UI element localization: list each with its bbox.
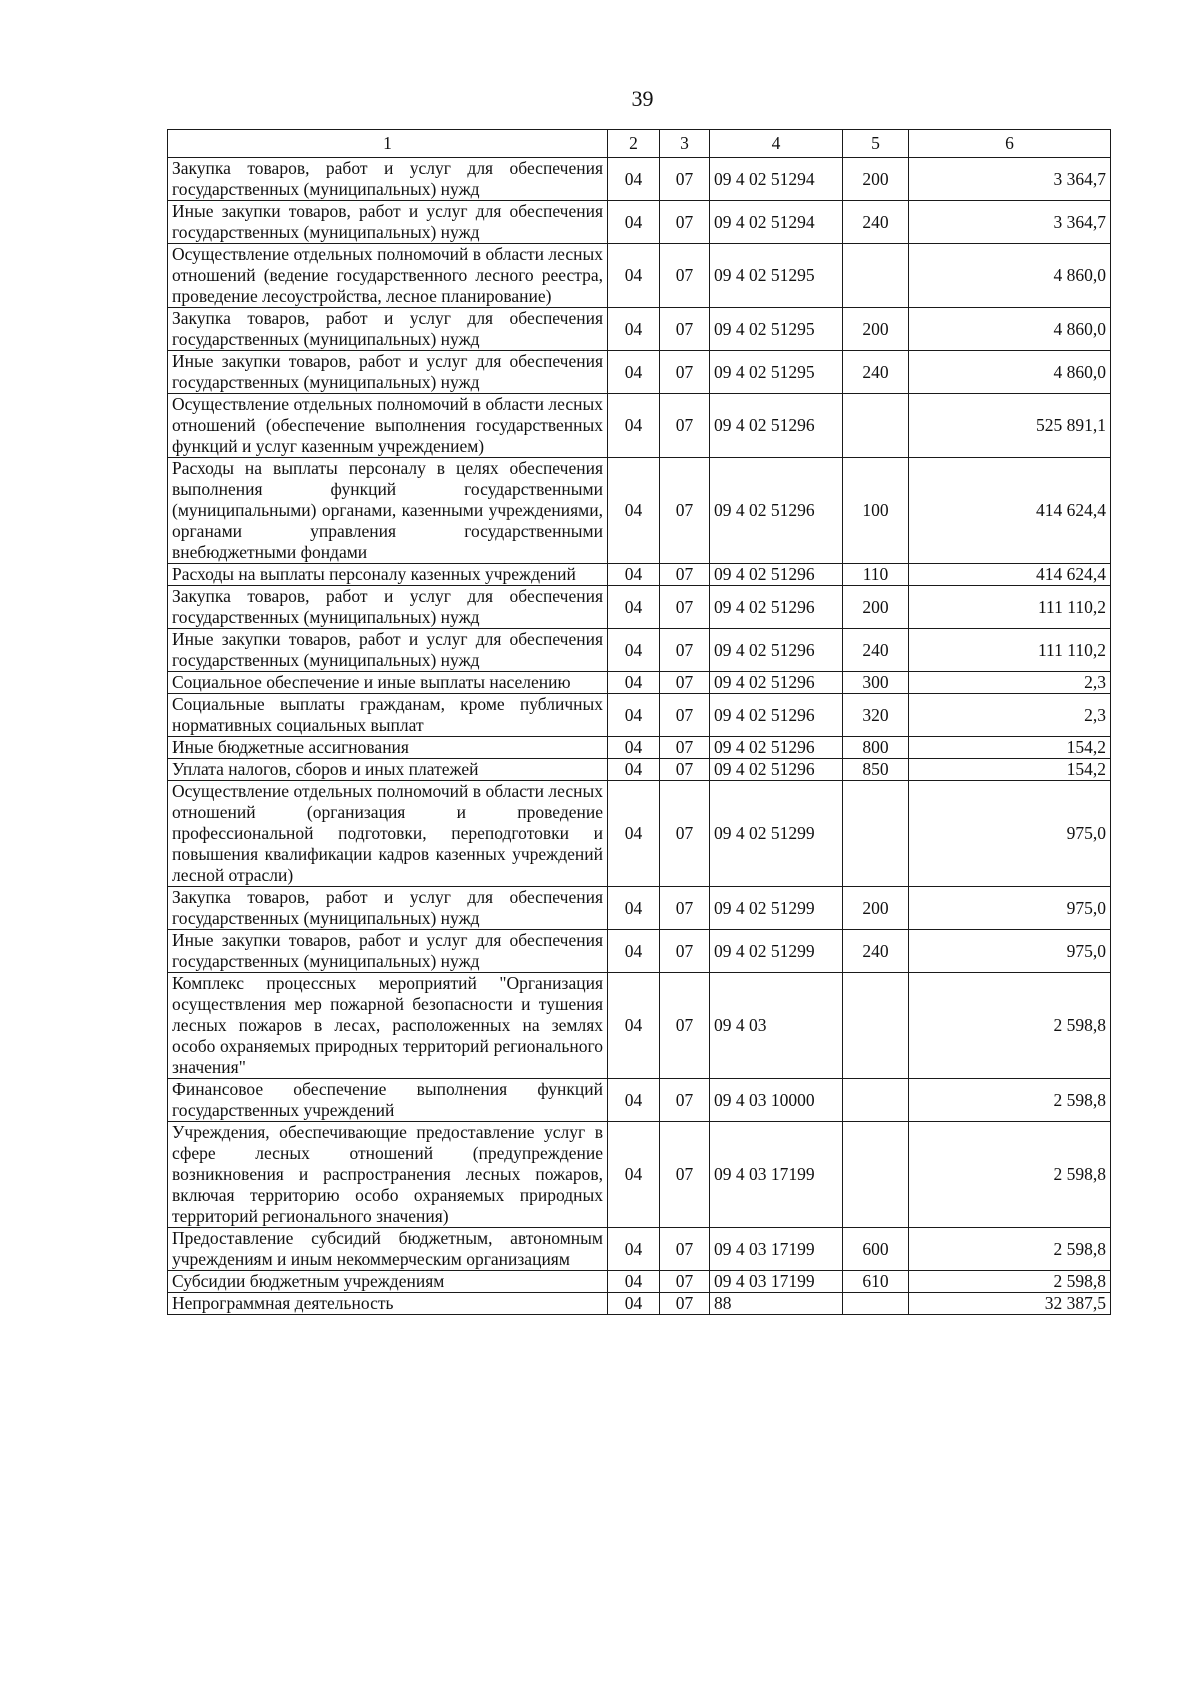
row-subsection: 07	[660, 201, 710, 244]
row-subsection: 07	[660, 887, 710, 930]
row-target-code: 09 4 02 51296	[710, 672, 843, 694]
row-subsection: 07	[660, 781, 710, 887]
table-row	[168, 308, 1111, 351]
table-row	[168, 351, 1111, 394]
row-subsection: 07	[660, 629, 710, 672]
row-amount: 2,3	[909, 694, 1111, 737]
row-target-code: 09 4 02 51295	[710, 244, 843, 308]
row-target-code: 09 4 02 51296	[710, 458, 843, 564]
column-header: 6	[909, 130, 1111, 158]
row-section: 04	[608, 201, 660, 244]
row-target-code: 09 4 03 17199	[710, 1271, 843, 1293]
row-expense-type: 600	[843, 1228, 909, 1271]
row-name: Непрограммная деятельность	[168, 1293, 608, 1315]
row-section: 04	[608, 1228, 660, 1271]
row-amount: 3 364,7	[909, 201, 1111, 244]
table-body	[168, 158, 1111, 1315]
row-target-code: 09 4 02 51296	[710, 564, 843, 586]
row-subsection: 07	[660, 694, 710, 737]
row-target-code: 88	[710, 1293, 843, 1315]
row-name: Иные закупки товаров, работ и услуг для обеспечения государственных (муниципальных) нужд	[168, 351, 608, 394]
row-name: Закупка товаров, работ и услуг для обеспечения государственных (муниципальных) нужд	[168, 308, 608, 351]
row-amount: 4 860,0	[909, 244, 1111, 308]
row-expense-type	[843, 244, 909, 308]
table-row	[168, 458, 1111, 564]
table-row	[168, 629, 1111, 672]
row-name: Иные закупки товаров, работ и услуг для обеспечения государственных (муниципальных) нужд	[168, 201, 608, 244]
row-expense-type: 200	[843, 586, 909, 629]
row-name: Расходы на выплаты персоналу в целях обеспечения выполнения функций государственными (муниципальными) органами, казенными учреждениями, органами управления государственными внебюджетными фондами	[168, 458, 608, 564]
row-subsection: 07	[660, 737, 710, 759]
row-name: Учреждения, обеспечивающие предоставление услуг в сфере лесных отношений (предупреждение возникновения и распространения лесных пожаров, включая территорию особо охраняемых природных территорий регионального значения)	[168, 1122, 608, 1228]
row-subsection: 07	[660, 351, 710, 394]
row-target-code: 09 4 02 51295	[710, 308, 843, 351]
row-subsection: 07	[660, 1079, 710, 1122]
row-section: 04	[608, 244, 660, 308]
page-number: 39	[631, 86, 654, 111]
row-expense-type: 240	[843, 351, 909, 394]
row-section: 04	[608, 394, 660, 458]
row-expense-type: 110	[843, 564, 909, 586]
row-target-code: 09 4 02 51299	[710, 887, 843, 930]
table-row	[168, 201, 1111, 244]
row-name: Финансовое обеспечение выполнения функций государственных учреждений	[168, 1079, 608, 1122]
table-row	[168, 973, 1111, 1079]
table-row	[168, 244, 1111, 308]
row-section: 04	[608, 308, 660, 351]
row-expense-type: 300	[843, 672, 909, 694]
row-section: 04	[608, 1293, 660, 1315]
row-amount: 2 598,8	[909, 1122, 1111, 1228]
row-target-code: 09 4 02 51296	[710, 629, 843, 672]
row-name: Иные бюджетные ассигнования	[168, 737, 608, 759]
column-header: 5	[843, 130, 909, 158]
row-name: Социальные выплаты гражданам, кроме публичных нормативных социальных выплат	[168, 694, 608, 737]
table-row	[168, 930, 1111, 973]
row-target-code: 09 4 03 17199	[710, 1228, 843, 1271]
column-header: 1	[168, 130, 608, 158]
row-section: 04	[608, 973, 660, 1079]
table-row	[168, 887, 1111, 930]
row-section: 04	[608, 930, 660, 973]
row-section: 04	[608, 158, 660, 201]
row-section: 04	[608, 1271, 660, 1293]
row-target-code: 09 4 02 51296	[710, 694, 843, 737]
row-amount: 2 598,8	[909, 973, 1111, 1079]
row-subsection: 07	[660, 672, 710, 694]
row-subsection: 07	[660, 158, 710, 201]
row-target-code: 09 4 02 51296	[710, 586, 843, 629]
table-row	[168, 564, 1111, 586]
row-expense-type	[843, 394, 909, 458]
row-name: Социальное обеспечение и иные выплаты населению	[168, 672, 608, 694]
row-subsection: 07	[660, 394, 710, 458]
row-subsection: 07	[660, 973, 710, 1079]
row-target-code: 09 4 03 10000	[710, 1079, 843, 1122]
row-amount: 975,0	[909, 887, 1111, 930]
table-row	[168, 1271, 1111, 1293]
row-subsection: 07	[660, 244, 710, 308]
row-amount: 2 598,8	[909, 1271, 1111, 1293]
row-target-code: 09 4 02 51296	[710, 737, 843, 759]
column-header: 2	[608, 130, 660, 158]
row-section: 04	[608, 781, 660, 887]
row-section: 04	[608, 586, 660, 629]
row-amount: 2 598,8	[909, 1079, 1111, 1122]
row-expense-type: 200	[843, 158, 909, 201]
row-expense-type	[843, 1122, 909, 1228]
row-expense-type	[843, 1079, 909, 1122]
row-subsection: 07	[660, 564, 710, 586]
row-section: 04	[608, 458, 660, 564]
row-name: Иные закупки товаров, работ и услуг для обеспечения государственных (муниципальных) нужд	[168, 629, 608, 672]
row-expense-type: 240	[843, 201, 909, 244]
row-name: Осуществление отдельных полномочий в области лесных отношений (организация и проведение профессиональной подготовки, переподготовки и повышения квалификации кадров казенных учреждений лесной отрасли)	[168, 781, 608, 887]
row-amount: 975,0	[909, 930, 1111, 973]
row-name: Расходы на выплаты персоналу казенных учреждений	[168, 564, 608, 586]
row-section: 04	[608, 759, 660, 781]
row-name: Комплекс процессных мероприятий "Организация осуществления мер пожарной безопасности и тушения лесных пожаров в лесах, расположенных на землях особо охраняемых природных территорий регионального значения"	[168, 973, 608, 1079]
row-expense-type	[843, 1293, 909, 1315]
row-section: 04	[608, 1122, 660, 1228]
row-expense-type: 610	[843, 1271, 909, 1293]
table-row	[168, 737, 1111, 759]
row-name: Предоставление субсидий бюджетным, автономным учреждениям и иным некоммерческим организациям	[168, 1228, 608, 1271]
row-subsection: 07	[660, 1293, 710, 1315]
table-row	[168, 394, 1111, 458]
table-row	[168, 759, 1111, 781]
row-name: Закупка товаров, работ и услуг для обеспечения государственных (муниципальных) нужд	[168, 887, 608, 930]
row-expense-type: 800	[843, 737, 909, 759]
row-amount: 111 110,2	[909, 629, 1111, 672]
row-target-code: 09 4 03 17199	[710, 1122, 843, 1228]
row-subsection: 07	[660, 586, 710, 629]
column-header: 4	[710, 130, 843, 158]
row-target-code: 09 4 03	[710, 973, 843, 1079]
row-subsection: 07	[660, 1122, 710, 1228]
row-name: Субсидии бюджетным учреждениям	[168, 1271, 608, 1293]
table-row	[168, 781, 1111, 887]
row-section: 04	[608, 694, 660, 737]
row-section: 04	[608, 1079, 660, 1122]
row-target-code: 09 4 02 51299	[710, 930, 843, 973]
row-name: Закупка товаров, работ и услуг для обеспечения государственных (муниципальных) нужд	[168, 158, 608, 201]
row-name: Осуществление отдельных полномочий в области лесных отношений (ведение государственного лесного реестра, проведение лесоустройства, лесное планирование)	[168, 244, 608, 308]
row-name: Уплата налогов, сборов и иных платежей	[168, 759, 608, 781]
row-amount: 154,2	[909, 759, 1111, 781]
table-row	[168, 586, 1111, 629]
row-amount: 4 860,0	[909, 308, 1111, 351]
table-row	[168, 672, 1111, 694]
row-subsection: 07	[660, 1271, 710, 1293]
row-subsection: 07	[660, 458, 710, 564]
row-expense-type	[843, 973, 909, 1079]
row-section: 04	[608, 887, 660, 930]
row-amount: 32 387,5	[909, 1293, 1111, 1315]
row-amount: 975,0	[909, 781, 1111, 887]
row-amount: 3 364,7	[909, 158, 1111, 201]
column-header: 3	[660, 130, 710, 158]
row-subsection: 07	[660, 930, 710, 973]
row-section: 04	[608, 737, 660, 759]
row-name: Осуществление отдельных полномочий в области лесных отношений (обеспечение выполнения государственных функций и услуг казенным учреждением)	[168, 394, 608, 458]
table-row	[168, 1079, 1111, 1122]
row-section: 04	[608, 672, 660, 694]
row-amount: 414 624,4	[909, 458, 1111, 564]
row-subsection: 07	[660, 308, 710, 351]
row-expense-type: 320	[843, 694, 909, 737]
row-expense-type	[843, 781, 909, 887]
row-expense-type: 240	[843, 629, 909, 672]
row-amount: 154,2	[909, 737, 1111, 759]
row-subsection: 07	[660, 1228, 710, 1271]
table-row	[168, 158, 1111, 201]
table-header-row	[168, 130, 1111, 158]
table-row	[168, 694, 1111, 737]
row-target-code: 09 4 02 51299	[710, 781, 843, 887]
row-expense-type: 240	[843, 930, 909, 973]
row-amount: 111 110,2	[909, 586, 1111, 629]
row-expense-type: 850	[843, 759, 909, 781]
row-section: 04	[608, 351, 660, 394]
row-amount: 2,3	[909, 672, 1111, 694]
row-expense-type: 200	[843, 887, 909, 930]
row-name: Закупка товаров, работ и услуг для обеспечения государственных (муниципальных) нужд	[168, 586, 608, 629]
row-amount: 525 891,1	[909, 394, 1111, 458]
row-amount: 4 860,0	[909, 351, 1111, 394]
row-target-code: 09 4 02 51295	[710, 351, 843, 394]
table-row	[168, 1293, 1111, 1315]
row-amount: 414 624,4	[909, 564, 1111, 586]
row-amount: 2 598,8	[909, 1228, 1111, 1271]
row-expense-type: 200	[843, 308, 909, 351]
row-target-code: 09 4 02 51296	[710, 394, 843, 458]
row-name: Иные закупки товаров, работ и услуг для обеспечения государственных (муниципальных) нужд	[168, 930, 608, 973]
row-expense-type: 100	[843, 458, 909, 564]
row-target-code: 09 4 02 51296	[710, 759, 843, 781]
row-target-code: 09 4 02 51294	[710, 158, 843, 201]
table-row	[168, 1122, 1111, 1228]
row-section: 04	[608, 564, 660, 586]
row-subsection: 07	[660, 759, 710, 781]
budget-table	[167, 129, 1111, 1315]
row-section: 04	[608, 629, 660, 672]
table-row	[168, 1228, 1111, 1271]
row-target-code: 09 4 02 51294	[710, 201, 843, 244]
